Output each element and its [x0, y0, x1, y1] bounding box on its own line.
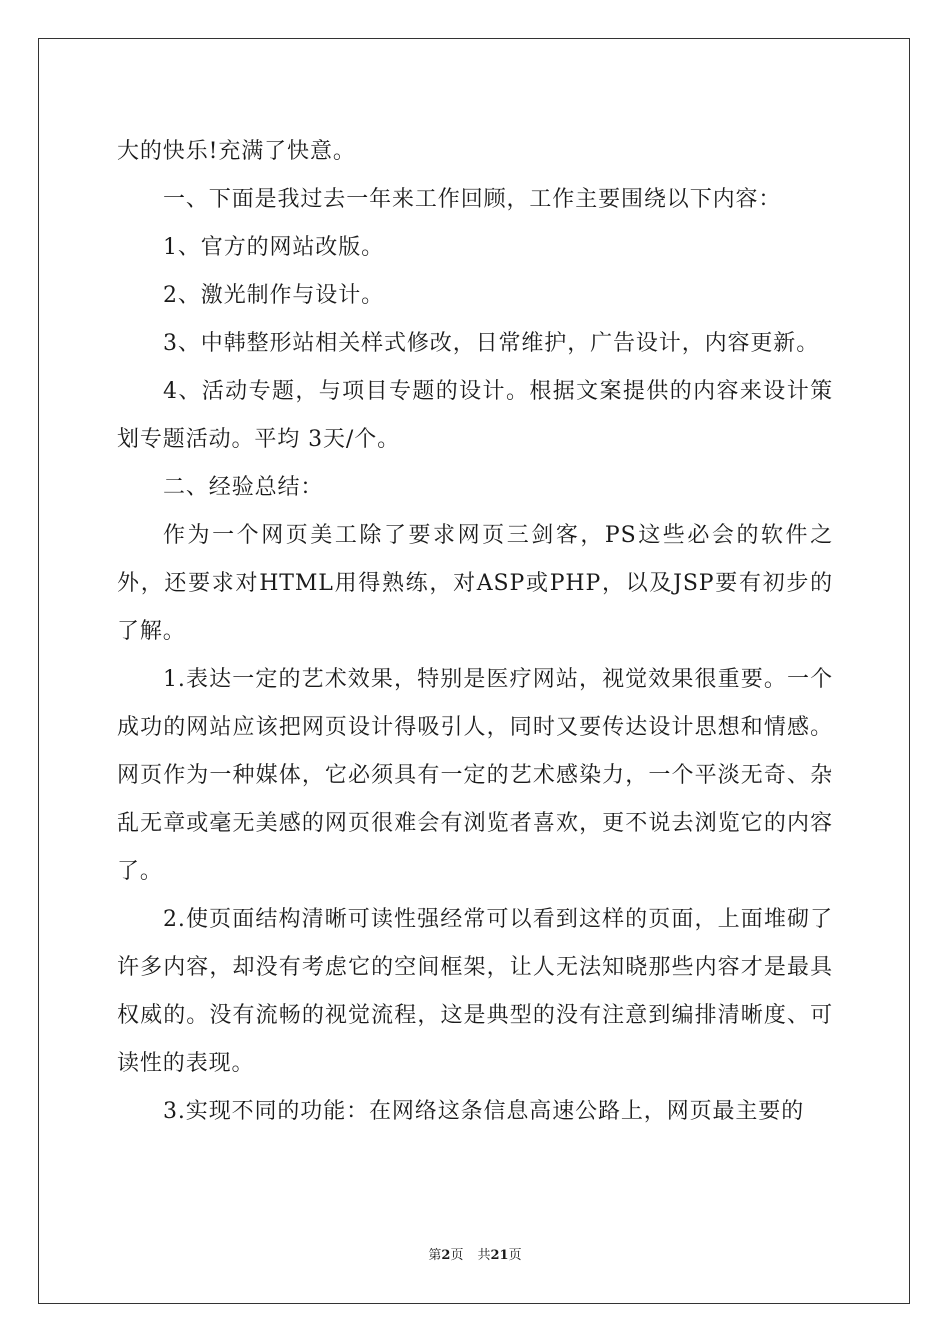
list-item: 3、中韩整形站相关样式修改，日常维护，广告设计，内容更新。 — [163, 331, 820, 356]
paragraph: 作为一个网页美工除了要求网页三剑客，PS这些必会的软件之外，还要求对HTML用得熟练，对ASP或PHP，以及JSP要有初步的了解。 — [117, 523, 833, 644]
footer-total-prefix: 共 — [477, 1248, 491, 1263]
page-footer — [0, 1244, 950, 1263]
section-heading: 二、经验总结： — [163, 475, 324, 500]
footer-total-suffix: 页 — [508, 1248, 522, 1263]
page-number: 2 — [441, 1248, 451, 1263]
total-pages: 21 — [490, 1248, 509, 1263]
document-body — [117, 128, 833, 1136]
paragraph: 大的快乐!充满了快意。 — [117, 139, 356, 164]
list-item: 2、激光制作与设计。 — [163, 283, 384, 308]
list-item: 4、活动专题，与项目专题的设计。根据文案提供的内容来设计策划专题活动。平均 3天/个。 — [117, 379, 833, 452]
list-item: 1、官方的网站改版。 — [163, 235, 384, 260]
paragraph: 2.使页面结构清晰可读性强经常可以看到这样的页面，上面堆砌了许多内容，却没有考虑它的空间框架，让人无法知晓那些内容才是最具权威的。没有流畅的视觉流程，这是典型的没有注意到编排清晰度、可读性的表现。 — [117, 907, 833, 1076]
paragraph: 1.表达一定的艺术效果，特别是医疗网站，视觉效果很重要。一个成功的网站应该把网页设计得吸引人，同时又要传达设计思想和情感。网页作为一种媒体，它必须具有一定的艺术感染力，一个平淡无奇、杂乱无章或毫无美感的网页很难会有浏览者喜欢，更不说去浏览它的内容了。 — [117, 667, 833, 884]
footer-page-suffix: 页 — [450, 1248, 464, 1263]
section-heading: 一、下面是我过去一年来工作回顾，工作主要围绕以下内容： — [163, 187, 782, 212]
paragraph: 3.实现不同的功能：在网络这条信息高速公路上，网页最主要的 — [163, 1099, 805, 1124]
footer-prefix: 第 — [428, 1248, 442, 1263]
